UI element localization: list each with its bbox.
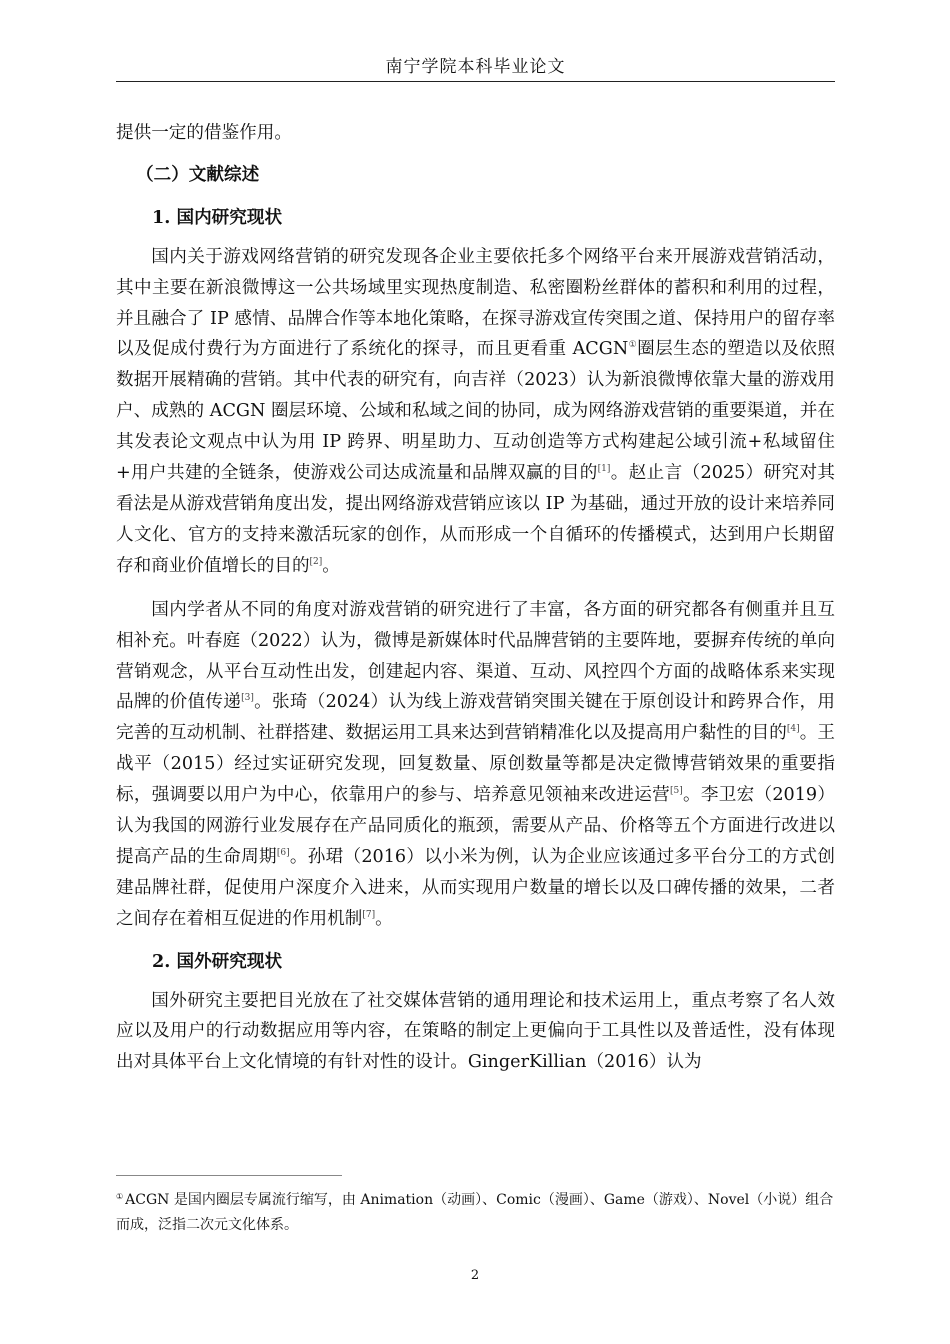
text-run: 。张琦（2024）认为线上游戏营销突围关键在于原创设计和跨界合作，用完善的互动机制、社群搭建、数据运用工具来达到营销精准化以及提高用户黏性的目的 — [116, 692, 835, 744]
text-run: 。李卫宏（2019）认为我国的网游行业发展存在产品同质化的瓶颈，需要从产品、价格等五个方面进行改进以提高产品的生命周期 — [116, 785, 835, 867]
text-run: 。 — [375, 908, 393, 929]
running-header: 南宁学院本科毕业论文 — [385, 57, 566, 77]
citation-5[interactable]: [5] — [669, 786, 683, 797]
continuation-paragraph: 提供一定的借鉴作用。 — [116, 123, 292, 143]
header-divider — [116, 81, 835, 82]
citation-4[interactable]: [4] — [786, 724, 800, 735]
text-run: 。赵止言（2025）研究对其看法是从游戏营销角度出发，提出网络游戏营销应该以 IP 为基础，通过开放的设计来培养同人文化、官方的支持来激活玩家的创作，从而形成一个自循环的传播模式，达到用户长期留存和商业价值增长的目的 — [116, 463, 835, 576]
section-heading-literature-review: （二）文献综述 — [136, 163, 260, 185]
footnote-text: ACGN 是国内圈层专属流行缩写，由 Animation（动画）、Comic（漫画）、Game（游戏）、Novel（小说）组合而成，泛指二次元文化体系。 — [116, 1192, 834, 1233]
text-run: 国内关于游戏网络营销的研究发现各企业主要依托多个网络平台来开展游戏营销活动，其中主要在新浪微博这一公共场域里实现热度制造、私密圈粉丝群体的蓄积和利用的过程，并且融合了 IP 感情、品牌合作等本地化策略，在探寻游戏宣传突围之道、保持用户的留存率以及促成付费行为方面进行了系统化的探寻，而且更看重 ACGN — [116, 246, 835, 360]
text-run: 国内学者从不同的角度对游戏营销的研究进行了丰富，各方面的研究都各有侧重并且互相补充。叶春庭（2022）认为，微博是新媒体时代品牌营销的主要阵地，要摒弃传统的单向营销观念，从平台互动性出发，创建起内容、渠道、互动、风控四个方面的战略体系来实现品牌的价值传递 — [116, 599, 835, 713]
paragraph-domestic-2 — [116, 595, 835, 935]
citation-6[interactable]: [6] — [276, 847, 290, 858]
citation-2[interactable]: [2] — [309, 556, 323, 567]
citation-7[interactable]: [7] — [362, 909, 376, 920]
subheading-domestic-research: 1. 国内研究现状 — [152, 206, 283, 228]
text-run: 圈层生态的塑造以及依照数据开展精确的营销。其中代表的研究有，向吉祥（2023）认为新浪微博依靠大量的游戏用户、成熟的 ACGN 圈层环境、公域和私域之间的协同，成为网络游戏营销的重要渠道，并在其发表论文观点中认为用 IP 跨界、明星助力、互动创造等方式构建起公域引流+私域留住+用户共建的全链条，使游戏公司达成流量和品牌双赢的目的 — [116, 339, 835, 484]
footnote-divider — [116, 1175, 342, 1176]
footnote-mark: ① — [116, 1192, 124, 1201]
text-run: 。王战平（2015）经过实证研究发现，回复数量、原创数量等都是决定微博营销效果的重要指标，强调要以用户为中心，依靠用户的参与、培养意见领袖来改进运营 — [116, 723, 835, 806]
text-run: 。孙珺（2016）以小米为例，认为企业应该通过多平台分工的方式创建品牌社群，促使用户深度介入进来，从而实现用户数量的增长以及口碑传播的效果，二者之间存在着相互促进的作用机制 — [116, 846, 835, 929]
footnote-reference[interactable]: ① — [628, 340, 638, 351]
subheading-foreign-research: 2. 国外研究现状 — [152, 950, 283, 972]
text-run: 。 — [322, 555, 340, 576]
page-body — [116, 118, 835, 1078]
citation-1[interactable]: [1] — [597, 464, 611, 475]
paragraph-foreign-1: 国外研究主要把目光放在了社交媒体营销的通用理论和技术运用上，重点考察了名人效应以及用户的行动数据应用等内容，在策略的制定上更偏向于工具性以及普适性，没有体现出对具体平台上文化情境的有针对性的设计。GingerKillian（2016）认为 — [116, 990, 835, 1073]
footnote — [116, 1184, 835, 1238]
paragraph-domestic-1 — [116, 242, 835, 582]
page-number: 2 — [470, 1268, 480, 1283]
citation-3[interactable]: [3] — [241, 693, 254, 704]
